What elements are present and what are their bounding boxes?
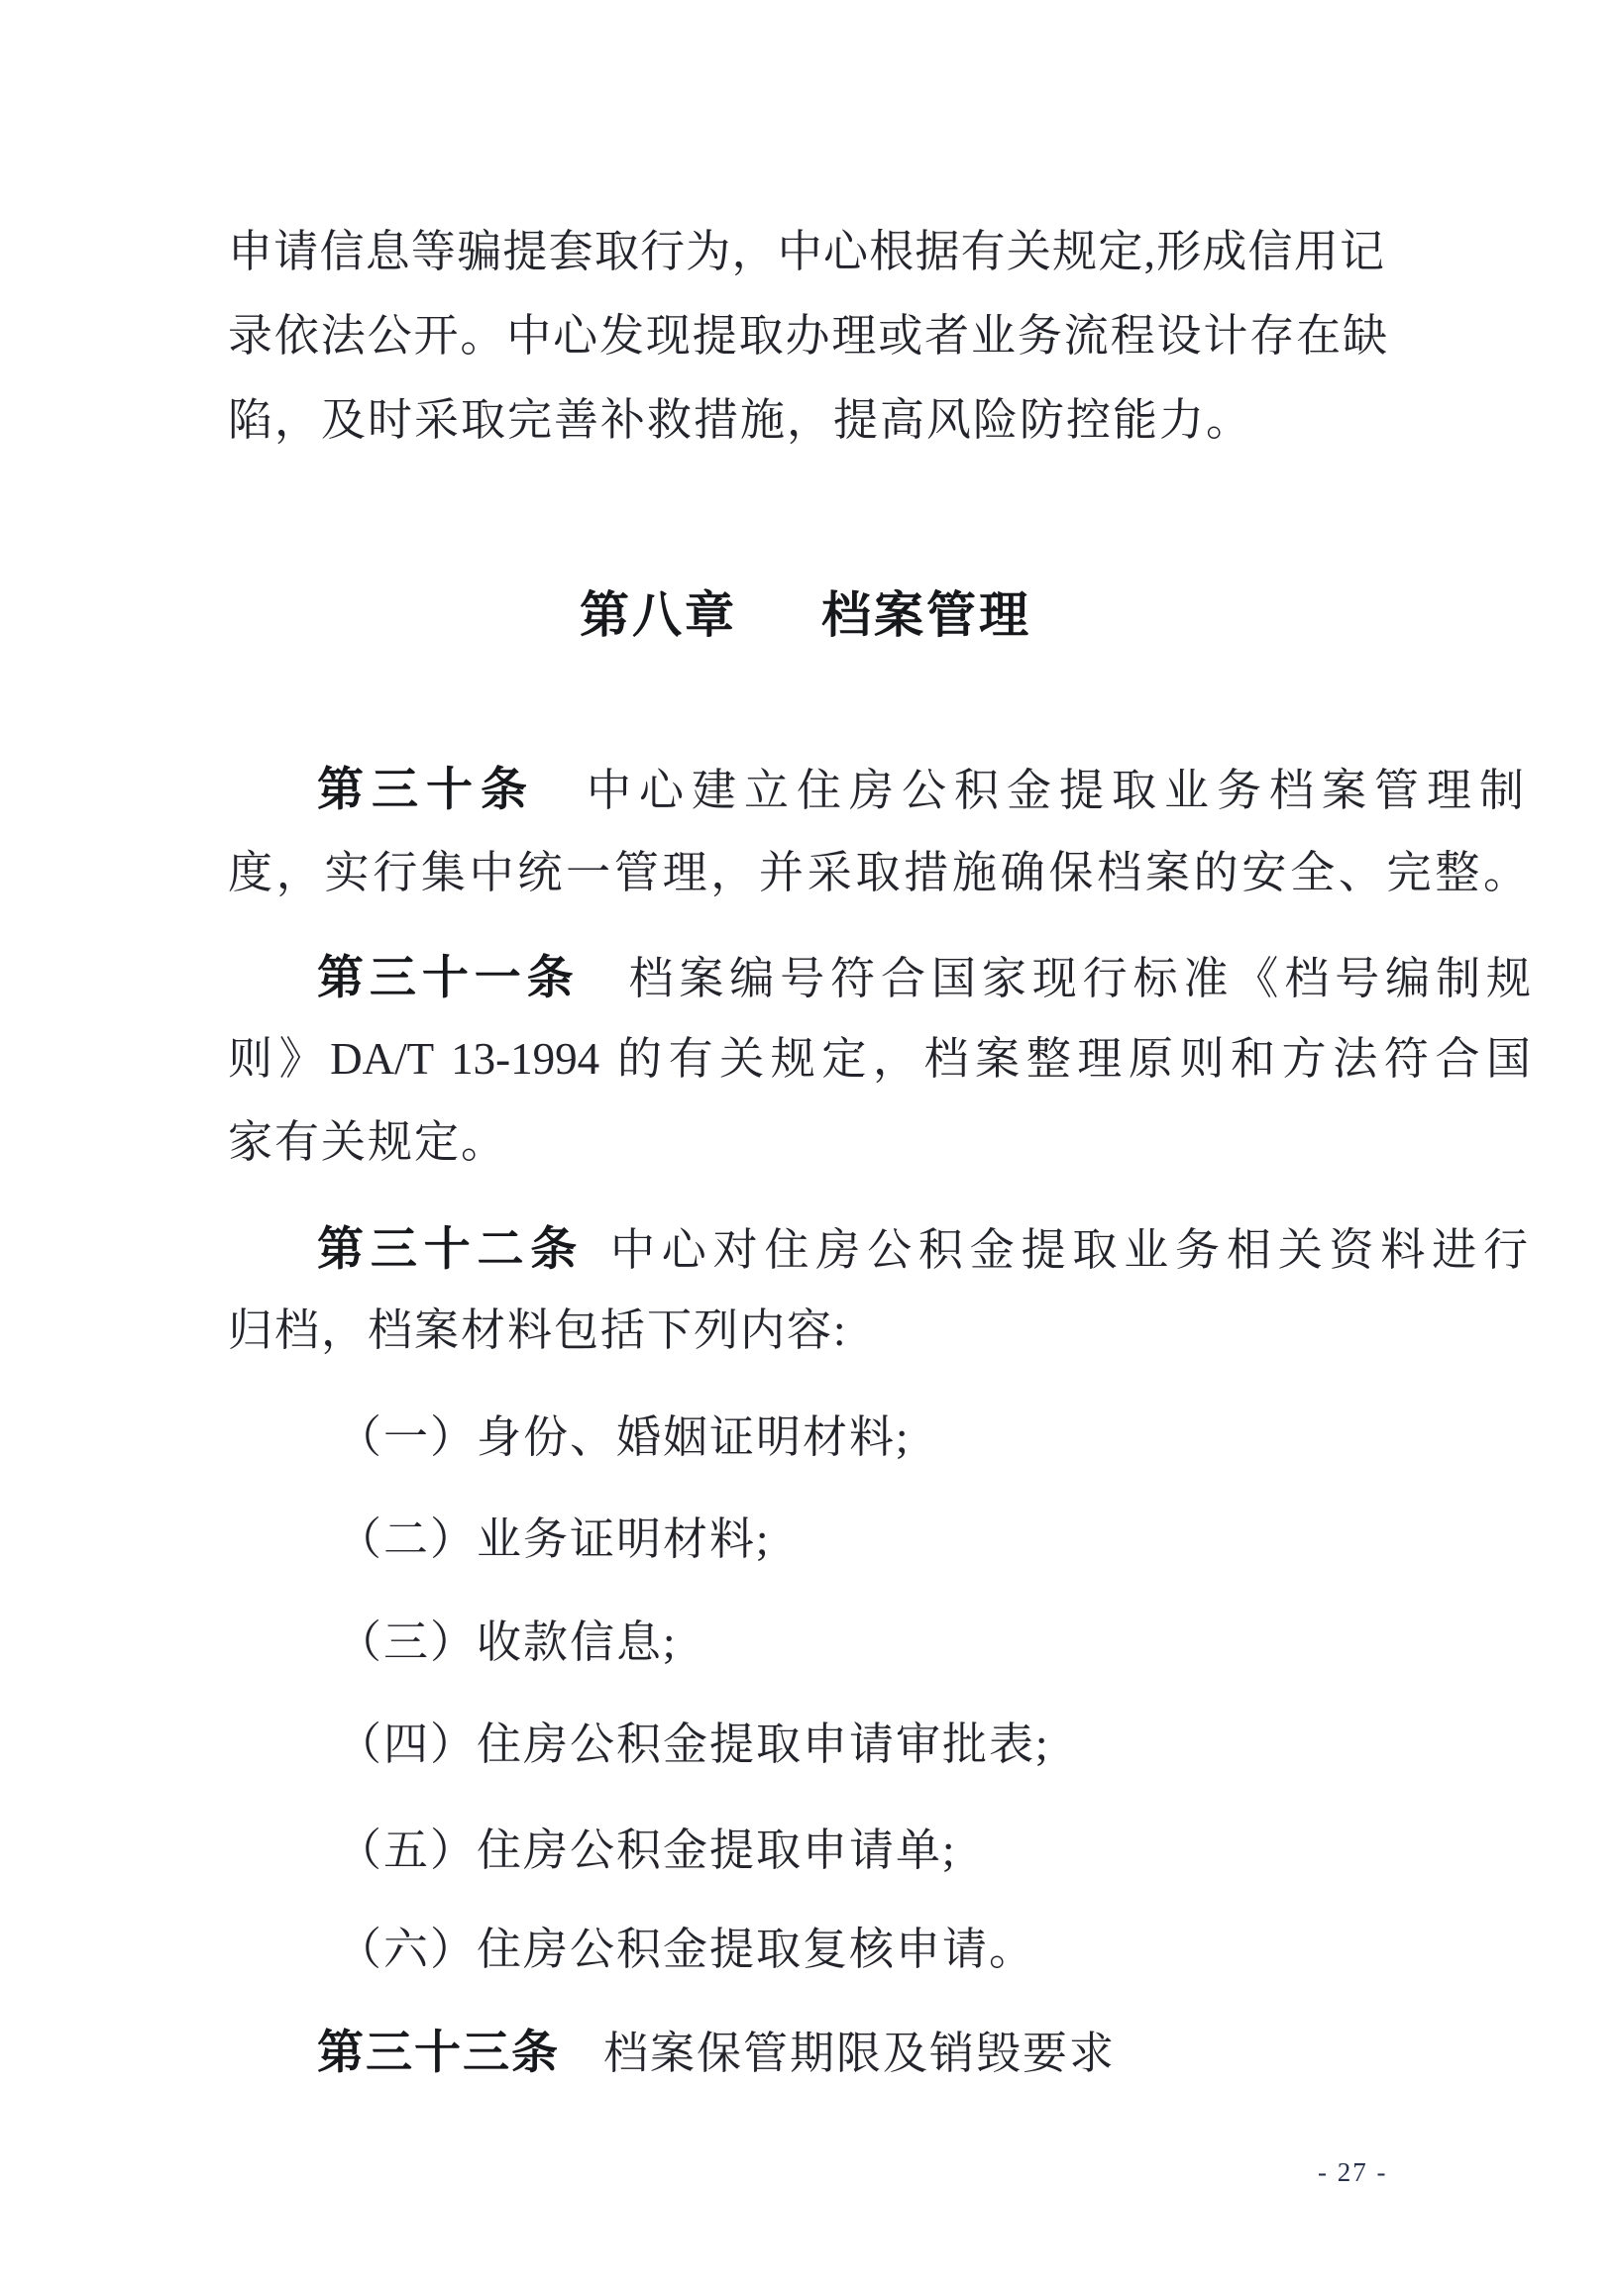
intro-line-3: 陷，及时采取完善补救措施，提高风险防控能力。	[228, 395, 1253, 445]
article-33-label: 第三十三条	[317, 2028, 560, 2079]
article-32-line-1	[317, 1223, 1528, 1277]
article-31-text: 档案编号符合国家现行标准《档号编制规	[622, 954, 1531, 1003]
article-30-line-2: 度，实行集中统一管理，并采取措施确保档案的安全、完整。	[228, 848, 1528, 897]
article-31-line-1	[317, 952, 1531, 1005]
article-31-line-3: 家有关规定。	[228, 1117, 508, 1167]
article-30-label-gap	[535, 804, 579, 805]
article-33-text: 档案保管期限及销毁要求	[603, 2029, 1117, 2078]
article-30-line-1	[317, 764, 1524, 817]
article-32-text: 中心对住房公积金提取业务相关资料进行	[603, 1225, 1528, 1275]
article-33-label-gap	[560, 2067, 603, 2068]
archive-item-4: （四）住房公积金提取申请审批表;	[337, 1720, 1050, 1769]
chapter-heading-gap	[737, 631, 821, 632]
chapter-heading	[580, 588, 1031, 643]
archive-item-6: （六）住房公积金提取复核申请。	[337, 1925, 1036, 1974]
article-31-label: 第三十一条	[317, 953, 580, 1004]
article-32-line-2: 归档，档案材料包括下列内容:	[228, 1305, 848, 1355]
archive-item-3: （三）收款信息;	[337, 1618, 678, 1667]
archive-item-1: （一）身份、婚姻证明材料;	[337, 1412, 911, 1462]
article-32-label: 第三十二条	[317, 1224, 585, 1276]
article-32-label-gap	[584, 1264, 603, 1265]
article-30-label: 第三十条	[317, 765, 535, 816]
archive-item-5: （五）住房公积金提取申请单;	[337, 1826, 957, 1875]
chapter-title: 档案管理	[821, 587, 1031, 643]
article-30-text: 中心建立住房公积金提取业务档案管理制	[579, 766, 1524, 815]
chapter-number: 第八章	[580, 587, 737, 643]
page-number: - 27 -	[1318, 2157, 1388, 2187]
article-31-line-2: 则》DA/T 13-1994 的有关规定，档案整理原则和方法符合国	[228, 1034, 1531, 1084]
intro-line-2: 录依法公开。中心发现提取办理或者业务流程设计存在缺	[228, 311, 1387, 361]
article-33-line-1	[317, 2027, 1116, 2080]
article-31-label-gap	[580, 992, 623, 993]
intro-line-1: 申请信息等骗提套取行为，中心根据有关规定,形成信用记	[228, 227, 1384, 276]
archive-item-2: （二）业务证明材料;	[337, 1514, 771, 1564]
